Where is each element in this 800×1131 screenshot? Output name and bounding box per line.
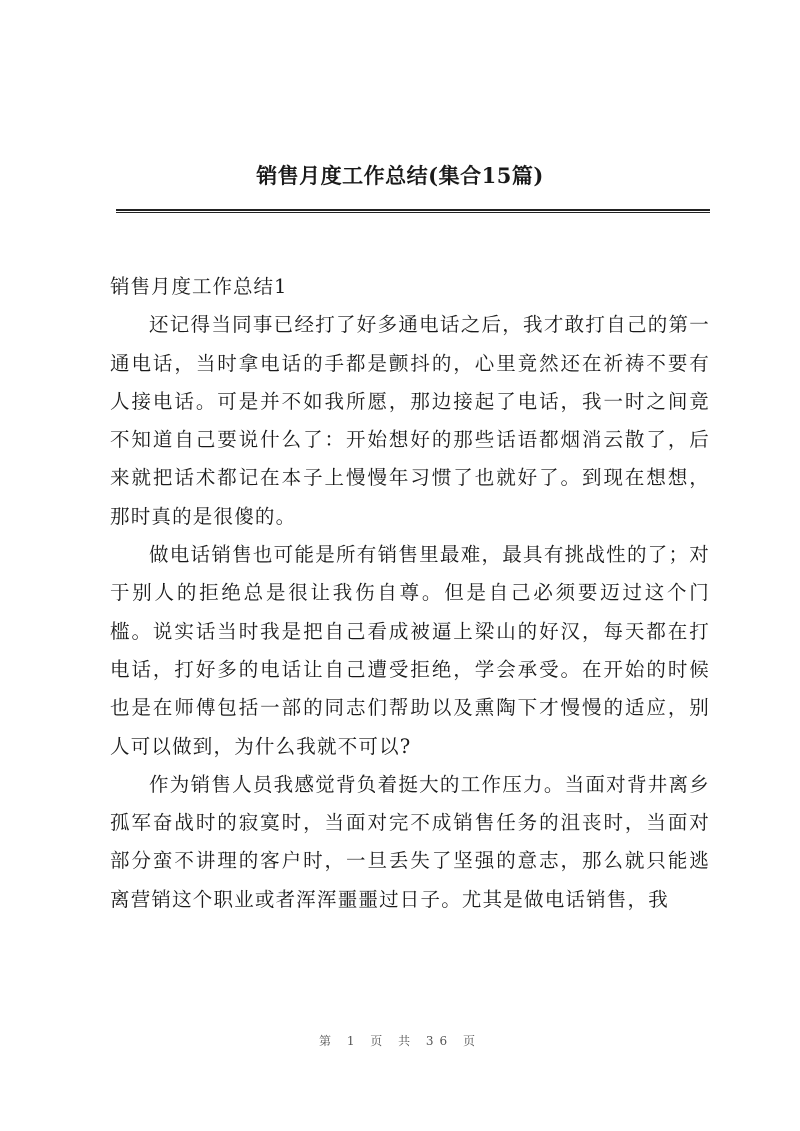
paragraph-2: 做电话销售也可能是所有销售里最难，最具有挑战性的了；对于别人的拒绝总是很让我伤自尊。但是自己必须要迈过这个门槛。说实话当时我是把自己看成被逼上梁山的好汉，每天都在打电话，打好多的电话让自己遭受拒绝，学会承受。在开始的时候也是在师傅包括一部的同志们帮助以及熏陶下才慢慢的适应，别人可以做到，为什么我就不可以?: [110, 543, 710, 758]
section-heading: 销售月度工作总结1: [110, 275, 288, 298]
title-divider: [116, 209, 710, 213]
document-title: 销售月度工作总结(集合15篇): [256, 163, 544, 188]
paragraph-3: 作为销售人员我感觉背负着挺大的工作压力。当面对背井离乡孤军奋战时的寂寞时，当面对完不成销售任务的沮丧时，当面对部分蛮不讲理的客户时，一旦丢失了坚强的意志，那么就只能逃离营销这个职业或者浑浑噩噩过日子。尤其是做电话销售，我: [110, 772, 710, 911]
paragraph-1: 还记得当同事已经打了好多通电话之后，我才敢打自己的第一通电话，当时拿电话的手都是颤抖的，心里竟然还在祈祷不要有人接电话。可是并不如我所愿，那边接起了电话，我一时之间竟不知道自己要说什么了：开始想好的那些话语都烟消云散了，后来就把话术都记在本子上慢慢年习惯了也就好了。到现在想想，那时真的是很傻的。: [110, 313, 710, 528]
document-body: [110, 268, 710, 919]
page-footer: 第 1 页 共 36 页: [319, 1034, 481, 1048]
